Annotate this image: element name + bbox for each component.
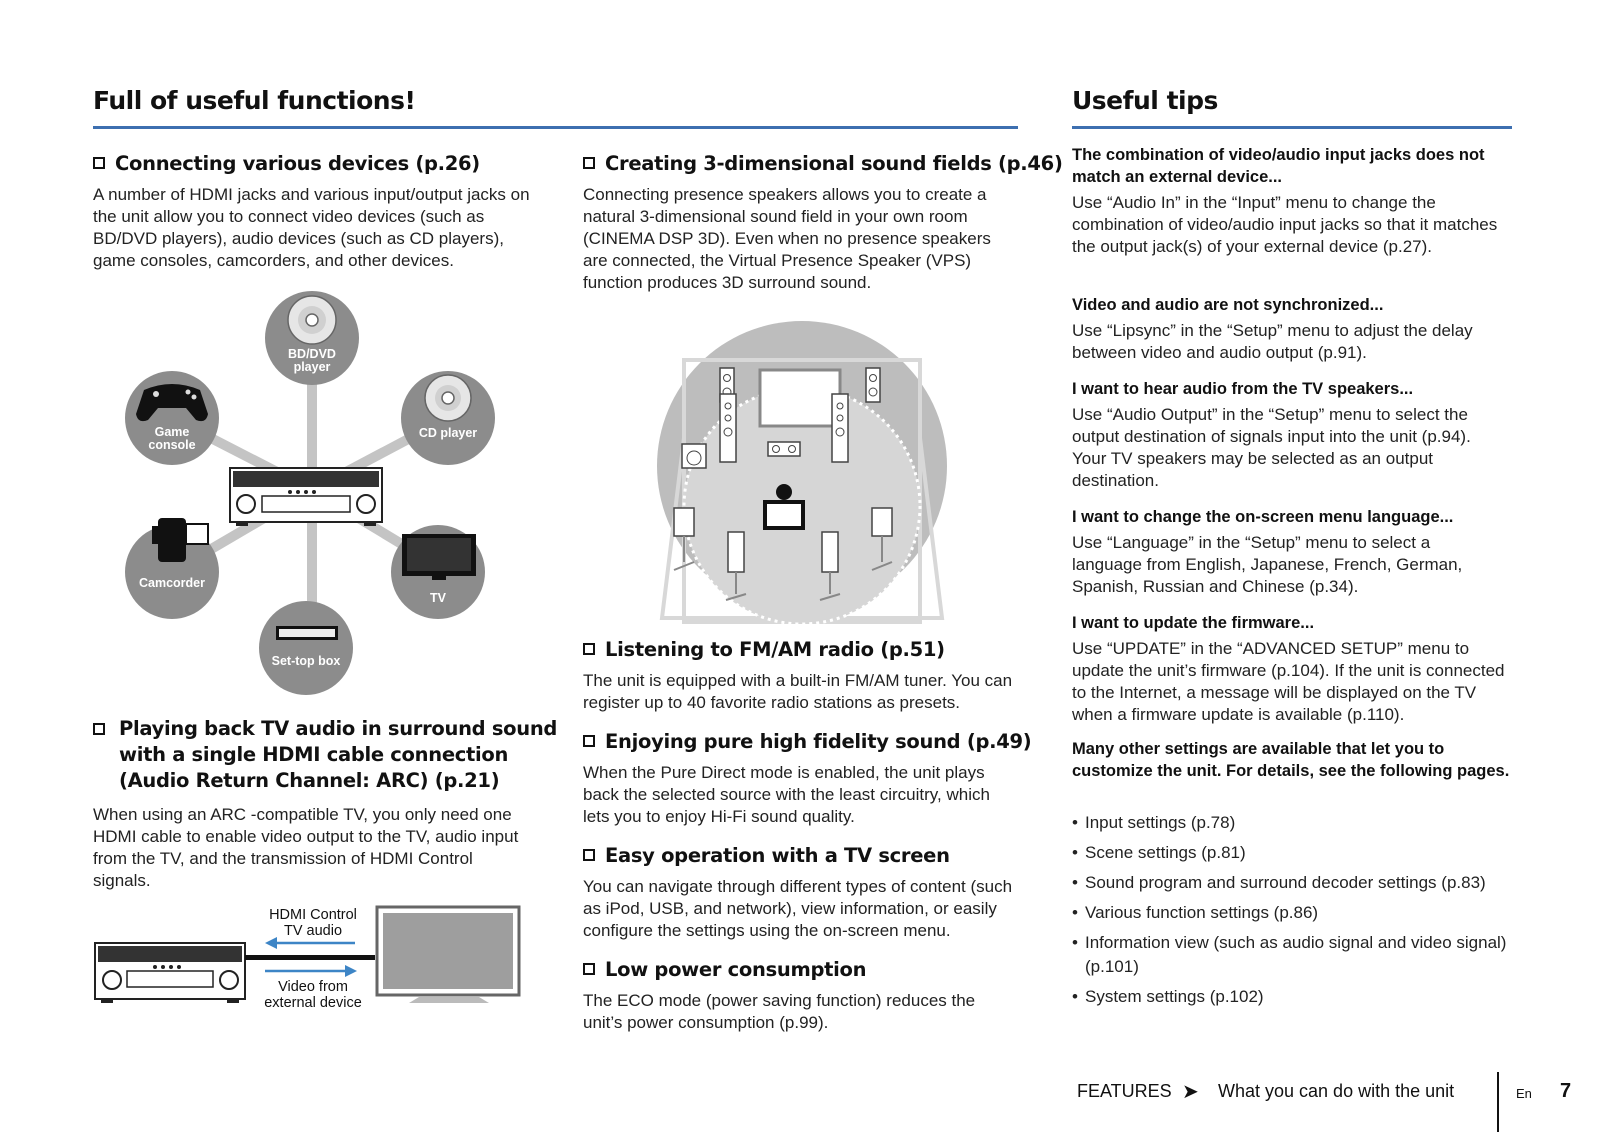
footer-subtitle: What you can do with the unit	[1218, 1081, 1455, 1101]
label-tv-audio: TV audio	[283, 923, 343, 939]
front-speaker-left-icon	[720, 394, 736, 462]
sound-field-diagram	[652, 318, 952, 630]
tip-answer-1: Use “Audio In” in the “Input” menu to change the combination of video/audio input jacks so that it matches the output jack(s) of your external device (p.27).	[1072, 193, 1498, 256]
label-camcorder: Camcorder	[139, 576, 205, 590]
checkbox-icon	[583, 963, 595, 975]
label-hdmi-control: HDMI Control	[269, 907, 357, 923]
list-item: • Various function settings (p.86)	[1072, 901, 1532, 925]
label-game-2: console	[148, 438, 196, 452]
checkbox-icon	[93, 157, 105, 169]
front-speaker-right-icon	[832, 394, 848, 462]
section-body-hifi: When the Pure Direct mode is enabled, the unit plays back the selected source with the least circuitry, which lets you to enjoy Hi-Fi sound quality.	[583, 763, 990, 826]
footer-arrow-icon: ➤	[1182, 1081, 1199, 1103]
footer-lang: En	[1516, 1086, 1532, 1101]
section-body-eco: The ECO mode (power saving function) reduces the unit’s power consumption (p.99).	[583, 991, 976, 1032]
tip-answer-2: Use “Lipsync” in the “Setup” menu to adjust the delay between video and audio output (p.91).	[1072, 321, 1473, 362]
footer-divider	[1497, 1072, 1499, 1132]
tip-question-2: Video and audio are not synchronized...	[1072, 296, 1384, 314]
list-item: • Information view (such as audio signal and video signal) (p.101)	[1072, 931, 1532, 979]
subwoofer-icon	[682, 444, 706, 468]
av-receiver-icon	[95, 943, 245, 1003]
checkbox-icon	[583, 849, 595, 861]
tip-question-1: The combination of video/audio input jacks does not match an external device...	[1072, 146, 1485, 186]
section-body-3d: Connecting presence speakers allows you to create a natural 3-dimensional sound field in your own room (CINEMA DSP 3D). Even when no presence speakers are connected, the Virtual Presence Speaker (VPS) function produces 3D surround sound.	[583, 185, 991, 292]
section-title-tv-screen: Easy operation with a TV screen	[583, 843, 950, 869]
label-external-device: external device	[264, 995, 362, 1011]
label-bd-dvd-2: player	[293, 360, 331, 374]
title-rule-left	[93, 126, 1018, 129]
device-connection-diagram	[120, 290, 510, 715]
section-title-3d: Creating 3-dimensional sound fields (p.46)	[583, 151, 1063, 177]
tip-answer-5: Use “UPDATE” in the “ADVANCED SETUP” menu to update the unit’s firmware (p.104). If the unit is connected to the Internet, a message will be displayed on the TV when a firmware update is available (p.110).	[1072, 639, 1505, 724]
section-body-radio: The unit is equipped with a built-in FM/AM tuner. You can register up to 40 favorite radio stations as presets.	[583, 671, 1013, 712]
tip-question-5: I want to update the firmware...	[1072, 614, 1315, 632]
section-body-arc: When using an ARC -compatible TV, you only need one HDMI cable to enable video output to the TV, audio input from the TV, and the transmission of HDMI Control signals.	[93, 805, 519, 890]
screen-icon	[760, 370, 840, 426]
list-item: • Sound program and surround decoder settings (p.83)	[1072, 871, 1532, 895]
tip-answer-3: Use “Audio Output” in the “Setup” menu to select the output destination of signals input into the unit (p.94). Your TV speakers may be selected as an output destination.	[1072, 405, 1471, 490]
page-title-functions: Full of useful functions!	[93, 86, 416, 115]
settop-box-icon	[276, 626, 338, 640]
center-speaker-icon	[768, 442, 800, 456]
checkbox-icon	[583, 643, 595, 655]
section-title-eco: Low power consumption	[583, 957, 866, 983]
presence-speaker-right-icon	[866, 368, 880, 402]
label-video-from: Video from	[278, 979, 348, 995]
arrow-right-icon	[265, 965, 357, 977]
page-title-tips: Useful tips	[1072, 86, 1218, 115]
settop-node	[259, 601, 353, 695]
section-title-radio: Listening to FM/AM radio (p.51)	[583, 637, 945, 663]
arc-connection-diagram	[93, 905, 533, 1015]
tip-answer-4: Use “Language” in the “Setup” menu to select a language from English, Japanese, French, German, Spanish, Russian and Chinese (p.34).	[1072, 533, 1463, 596]
title-rule-right	[1072, 126, 1512, 129]
settings-list	[1072, 811, 1532, 1015]
section-title-connecting: Connecting various devices (p.26)	[93, 151, 480, 177]
section-body-tv-screen: You can navigate through different types of content (such as iPod, USB, and network), view information, or easily configure the settings using the on-screen menu.	[583, 877, 1013, 940]
checkbox-icon	[583, 157, 595, 169]
label-settop: Set-top box	[271, 654, 341, 668]
hdmi-cable	[245, 955, 375, 960]
cd-icon	[425, 375, 471, 421]
page-number: 7	[1560, 1080, 1572, 1102]
list-item: • System settings (p.102)	[1072, 985, 1532, 1009]
list-item: • Scene settings (p.81)	[1072, 841, 1532, 865]
list-item: • Input settings (p.78)	[1072, 811, 1532, 835]
footer-section: FEATURES	[1077, 1081, 1172, 1101]
tip-question-4: I want to change the on-screen menu language...	[1072, 508, 1454, 526]
section-title-arc: Playing back TV audio in surround sound with a single HDMI cable connection (Audio Return Channel: ARC) (p.21)	[93, 716, 559, 794]
tv-icon	[402, 534, 476, 580]
label-cd: CD player	[418, 426, 478, 440]
tv-icon	[377, 907, 519, 1003]
section-body-connecting: A number of HDMI jacks and various input/output jacks on the unit allow you to connect video devices (such as BD/DVD players), audio devices (such as CD players), game consoles, camcorders, and other devices.	[93, 185, 530, 270]
section-title-hifi: Enjoying pure high fidelity sound (p.49)	[583, 729, 1031, 755]
av-receiver-icon	[230, 468, 382, 526]
disc-icon	[288, 296, 336, 344]
checkbox-icon	[583, 735, 595, 747]
label-tv: TV	[430, 591, 446, 605]
checkbox-icon	[93, 723, 105, 735]
label-bd-dvd: BD/DVD	[288, 347, 336, 361]
more-settings-heading: Many other settings are available that let you to customize the unit. For details, see the following pages.	[1072, 740, 1510, 780]
tip-question-3: I want to hear audio from the TV speakers...	[1072, 380, 1414, 398]
label-game: Game	[154, 425, 190, 439]
